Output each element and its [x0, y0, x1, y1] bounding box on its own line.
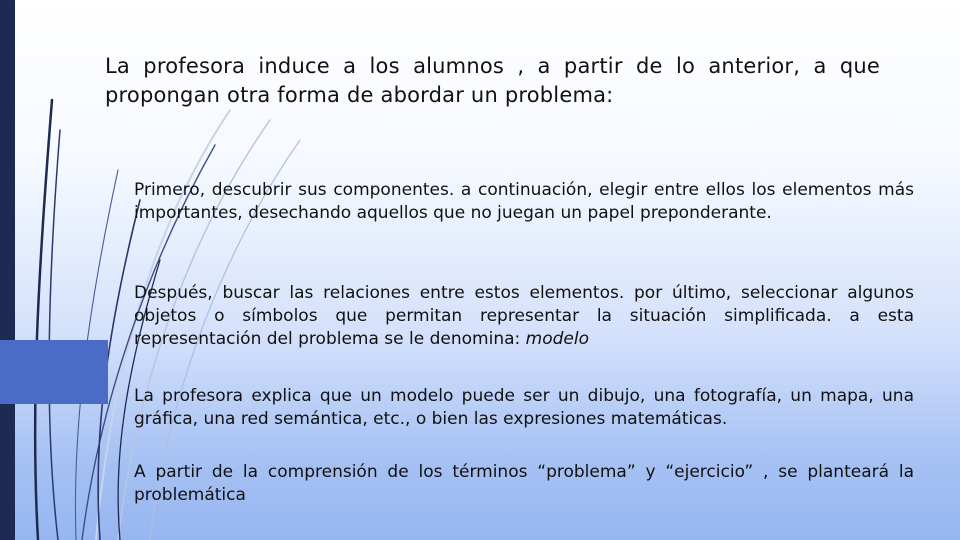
paragraph-relations — [134, 282, 914, 351]
swoosh-line — [49, 130, 60, 540]
paragraph-components: Primero, descubrir sus componentes. a continuación, elegir entre ellos los elementos más importantes, desechando aquellos que no juegan un papel preponderante. — [134, 180, 914, 223]
accent-tab — [0, 340, 108, 404]
paragraph-relations-text: Después, buscar las relaciones entre estos elementos. por último, seleccionar algunos objetos o símbolos que permitan representar la situación simplificada. a esta representación del problema se le denomina: — [134, 283, 914, 349]
paragraph-terms: A partir de la comprensión de los términos “problema” y “ejercicio” , se planteará la problemática — [134, 462, 914, 505]
paragraph-model-explanation: La profesora explica que un modelo puede ser un dibujo, una fotografía, un mapa, una gráfica, una red semántica, etc., o bien las expresiones matemáticas. — [134, 386, 914, 429]
slide-heading: La profesora induce a los alumnos , a partir de lo anterior, a que propongan otra forma de abordar un problema: — [105, 54, 880, 107]
model-term: modelo — [525, 329, 589, 349]
